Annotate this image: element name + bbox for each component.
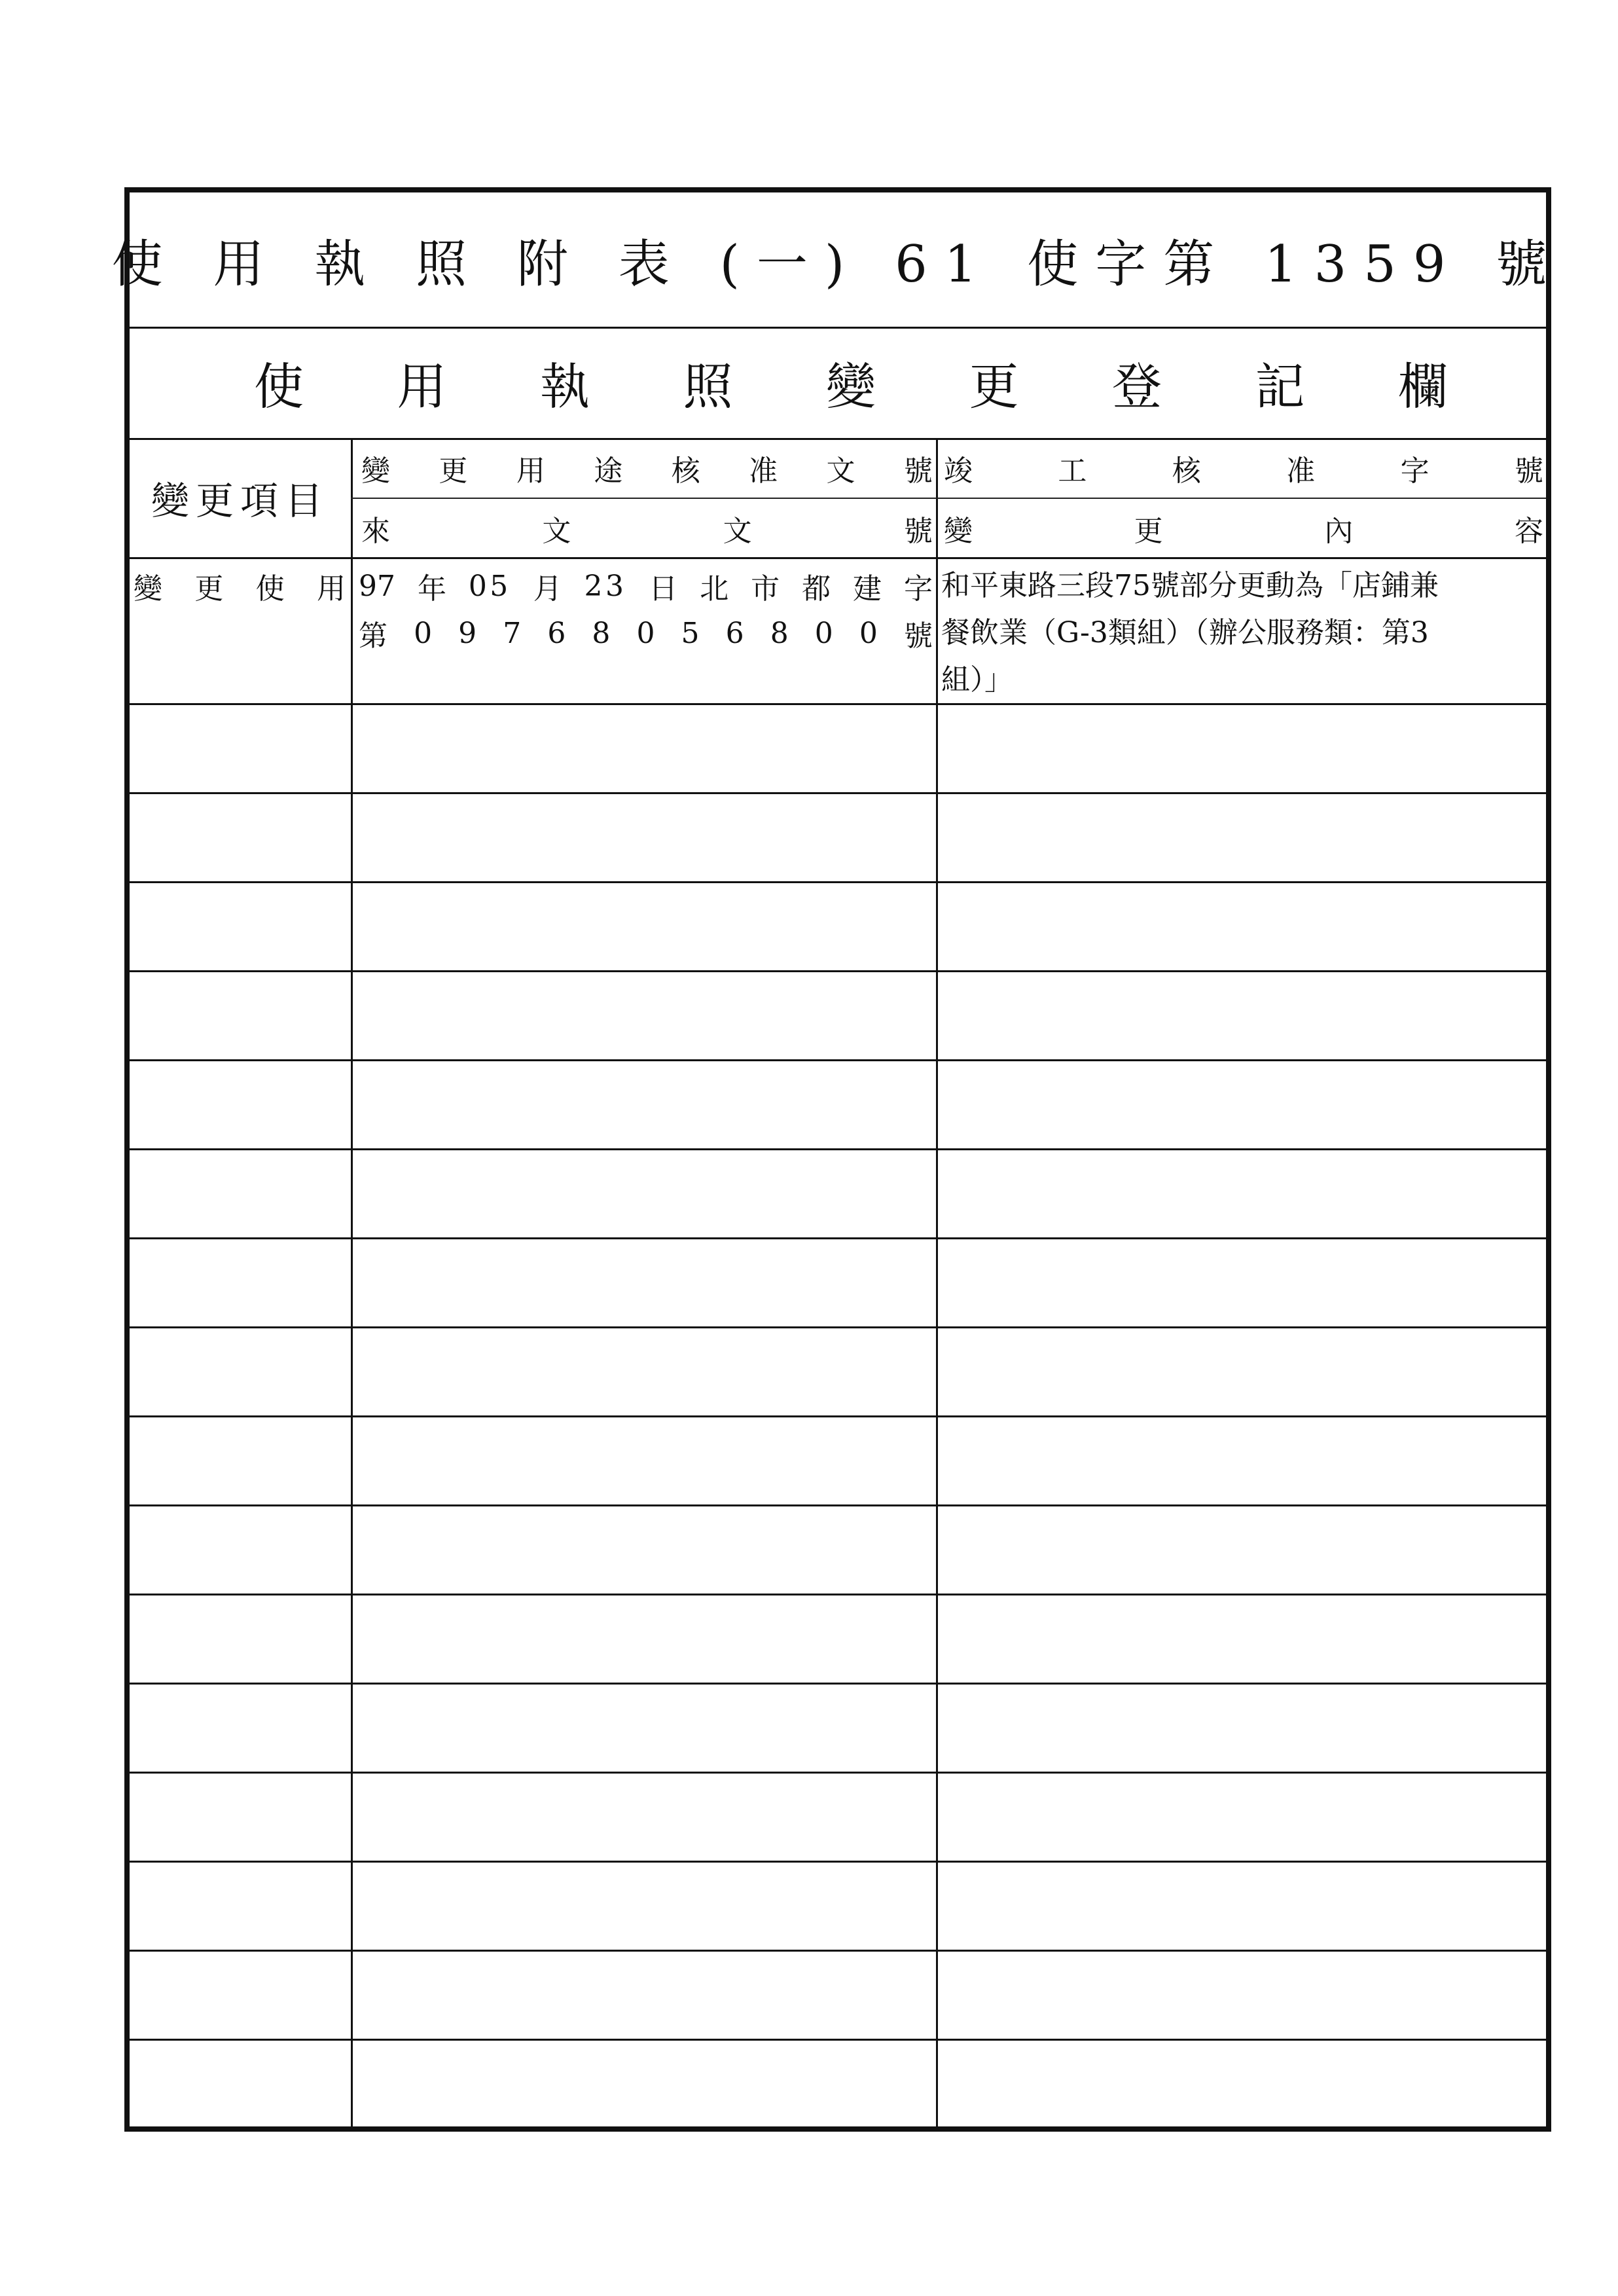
subtitle-char: 照 (683, 357, 733, 416)
header-char: 號 (903, 514, 933, 548)
entry-change-item (134, 562, 347, 610)
change-item-header: 變更項目 (151, 479, 329, 523)
row-line (130, 2039, 1546, 2041)
header-char: 途 (594, 454, 623, 488)
header-char: 號 (1514, 454, 1543, 488)
subtitle-char: 記 (1255, 357, 1305, 416)
entry-char: 都 (802, 572, 831, 606)
row-line (130, 1415, 1546, 1417)
row-line (130, 970, 1546, 972)
header-char: 文 (723, 514, 752, 548)
title-char: 附 (516, 234, 585, 294)
entry-char: 字 (903, 572, 933, 606)
column-divider (936, 438, 938, 2126)
header-char: 核 (671, 454, 700, 488)
entry-char: 0 (414, 616, 433, 650)
header-char: 竣 (944, 454, 973, 488)
entry-doc-no-line1 (355, 562, 934, 610)
entry-char: 6 (725, 616, 744, 650)
entry-char: 5 (681, 616, 700, 650)
row-line (130, 1683, 1546, 1685)
header-char: 號 (903, 454, 933, 488)
entry-char: 05 (468, 569, 511, 603)
entry-char: 97 (359, 569, 395, 603)
subtitle-char: 使 (254, 357, 304, 416)
row-line (130, 1950, 1546, 1952)
header-char: 變 (944, 514, 973, 548)
row-line (130, 1861, 1546, 1863)
title-row (111, 192, 1564, 329)
entry-char: 年 (417, 572, 446, 606)
row-line (130, 1326, 1546, 1328)
header-char: 文 (826, 454, 855, 488)
incoming-doc-no-header (355, 499, 934, 557)
approval-doc-no-header (355, 438, 934, 498)
entry-char: 北 (700, 572, 729, 606)
header-char: 變 (361, 454, 390, 488)
title-char: 61 (895, 234, 994, 294)
title-char: 執 (314, 234, 383, 294)
subtitle-char: 變 (826, 357, 876, 416)
header-char: 文 (542, 514, 571, 548)
header-char: 更 (439, 454, 468, 488)
title-char: 號 (1496, 234, 1564, 294)
entry-char: 0 (814, 616, 833, 650)
row-line (130, 1059, 1546, 1061)
header-char: 准 (749, 454, 778, 488)
entry-char: 用 (316, 572, 346, 606)
title-char: 使字第 (1027, 234, 1232, 294)
row-line (130, 703, 1546, 705)
column-divider (351, 438, 353, 2126)
usage-permit-change-table (111, 187, 1564, 2132)
subtitle-char: 登 (1112, 357, 1162, 416)
entry-char: 7 (503, 616, 522, 650)
header-char: 容 (1514, 514, 1543, 548)
header-bottom-line (130, 557, 1546, 559)
header-char: 字 (1400, 454, 1429, 488)
row-line (130, 1594, 1546, 1595)
title-char: (一) (719, 234, 862, 294)
title-char: 表 (618, 234, 687, 294)
header-char: 工 (1058, 454, 1087, 488)
header-char: 更 (1134, 514, 1163, 548)
change-content-header (940, 499, 1543, 557)
subtitle-char: 更 (969, 357, 1019, 416)
title-char: 1359 (1265, 234, 1463, 294)
entry-char: 0 (636, 616, 655, 650)
subtitle-char: 欄 (1398, 357, 1448, 416)
subtitle-char: 用 (397, 357, 447, 416)
title-char: 用 (213, 234, 281, 294)
entry-char: 23 (584, 569, 627, 603)
row-line (130, 792, 1546, 794)
header-char: 用 (516, 454, 545, 488)
entry-change-content-line3: 組）」 (941, 663, 1013, 697)
entry-char: 日 (649, 572, 678, 606)
row-line (130, 1772, 1546, 1774)
header-char: 准 (1286, 454, 1316, 488)
entry-char: 6 (547, 616, 566, 650)
entry-char: 號 (903, 619, 933, 653)
entry-char: 月 (533, 572, 562, 606)
header-char: 內 (1324, 514, 1354, 548)
entry-char: 8 (592, 616, 611, 650)
entry-char: 變 (134, 572, 162, 606)
section-heading (254, 327, 1448, 438)
row-line (130, 1148, 1546, 1150)
row-line (130, 1504, 1546, 1506)
completion-no-header (940, 438, 1543, 498)
header-char: 來 (361, 514, 390, 548)
subtitle-row (130, 327, 1546, 440)
entry-change-content-line2: 餐飲業（G-3類組）（辦公服務類：第3 (941, 616, 1429, 649)
title-char: 照 (416, 234, 484, 294)
entry-char: 第 (359, 619, 387, 653)
subtitle-char: 執 (540, 357, 590, 416)
entry-char: 建 (853, 572, 882, 606)
entry-doc-no-line2 (355, 610, 934, 657)
header-char: 核 (1172, 454, 1201, 488)
entry-char: 0 (859, 616, 878, 650)
entry-char: 市 (751, 572, 780, 606)
row-line (130, 881, 1546, 883)
entry-change-content-line1: 和平東路三段75號部分更動為「店鋪兼 (941, 569, 1439, 602)
entry-char: 更 (194, 572, 224, 606)
entry-char: 使 (255, 572, 285, 606)
entry-char: 8 (770, 616, 789, 650)
title-char: 使 (111, 234, 180, 294)
page-title (112, 223, 1564, 297)
entry-char: 9 (458, 616, 477, 650)
row-line (130, 1237, 1546, 1239)
